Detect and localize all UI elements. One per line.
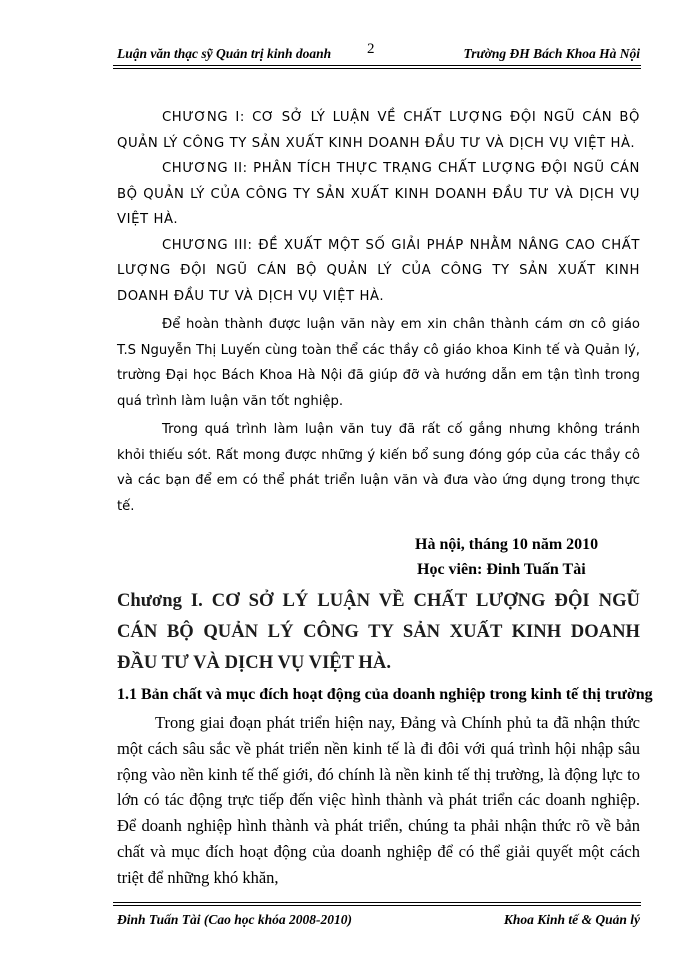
apology-paragraph: Trong quá trình làm luận văn tuy đã rất cố gắng nhưng không tránh khỏi thiếu sót. Rất mong được những ý kiến bổ sung đóng góp của các thầy cô và các bạn để em có thể phát triển luận văn và đưa vào ứng dụng trong thực tế. (117, 422, 640, 514)
section-title: 1.1 Bản chất và mục đích hoạt động của doanh nghiệp trong kinh tế thị trường (117, 686, 653, 703)
header-divider (113, 65, 641, 69)
thanks-paragraph: Để hoàn thành được luận văn này em xin chân thành cám ơn cô giáo T.S Nguyễn Thị Luyến cùng toàn thể các thầy cô giáo khoa Kinh tế và Quản lý, trường Đại học Bách Khoa Hà Nội đã giúp đỡ và hướng dẫn em tận tình trong quá trình làm luận văn tốt nghiệp. (117, 317, 640, 409)
header-university: Trường ĐH Bách Khoa Hà Nội (463, 46, 640, 61)
page-number: 2 (367, 41, 375, 57)
section-body: Trong giai đoạn phát triển hiện nay, Đảng và Chính phủ ta đã nhận thức một cách sâu sắc về phát triển nền kinh tế là đi đôi với quá trình hội nhập sâu rộng vào nền kinh tế thế giới, đó chính là nền kinh tế thị trường, là động lực to lớn có tác động trực tiếp đến việc hình thành và phát triển các doanh nghiệp. Để doanh nghiệp hình thành và phát triển, chúng ta phải nhận thức rõ về bản chất và mục đích hoạt động của doanh nghiệp để có thể giải quyết một cách triệt để những khó khăn, (117, 713, 640, 887)
signature-block (117, 532, 640, 582)
chapter-title: Chương I. CƠ SỞ LÝ LUẬN VỀ CHẤT LƯỢNG ĐỘI NGŨ CÁN BỘ QUẢN LÝ CÔNG TY SẢN XUẤT KINH DOANH ĐẦU TƯ VÀ DỊCH VỤ VIỆT HÀ. (117, 590, 640, 673)
intro-chapter-3: CHƯƠNG III: ĐỀ XUẤT MỘT SỐ GIẢI PHÁP NHẰM NÂNG CAO CHẤT LƯỢNG ĐỘI NGŨ CÁN BỘ QUẢN LÝ CỦA CÔNG TY SẢN XUẤT KINH DOANH ĐẦU TƯ VÀ DỊCH VỤ VIỆT HÀ. (117, 237, 640, 304)
header-thesis-title: Luận văn thạc sỹ Quản trị kinh doanh (117, 46, 332, 61)
footer-faculty: Khoa Kinh tế & Quản lý (503, 912, 640, 927)
intro-chapter-2: CHƯƠNG II: PHÂN TÍCH THỰC TRẠNG CHẤT LƯỢNG ĐỘI NGŨ CÁN BỘ QUẢN LÝ CỦA CÔNG TY SẢN XUẤT KINH DOANH ĐẦU TƯ VÀ DỊCH VỤ VIỆT HÀ. (117, 161, 640, 227)
footer-divider (113, 902, 641, 906)
page-header (117, 36, 640, 62)
footer-author: Đinh Tuấn Tài (Cao học khóa 2008-2010) (117, 912, 353, 927)
page-content (117, 105, 653, 891)
signature-date: Hà nội, tháng 10 năm 2010 (415, 536, 599, 553)
signature-author: Học viên: Đinh Tuấn Tài (417, 561, 586, 578)
page-footer (117, 912, 640, 932)
intro-chapter-1: CHƯƠNG I: CƠ SỞ LÝ LUẬN VỀ CHẤT LƯỢNG ĐỘI NGŨ CÁN BỘ QUẢN LÝ CÔNG TY SẢN XUẤT KINH DOANH ĐẦU TƯ VÀ DỊCH VỤ VIỆT HÀ. (117, 110, 640, 151)
